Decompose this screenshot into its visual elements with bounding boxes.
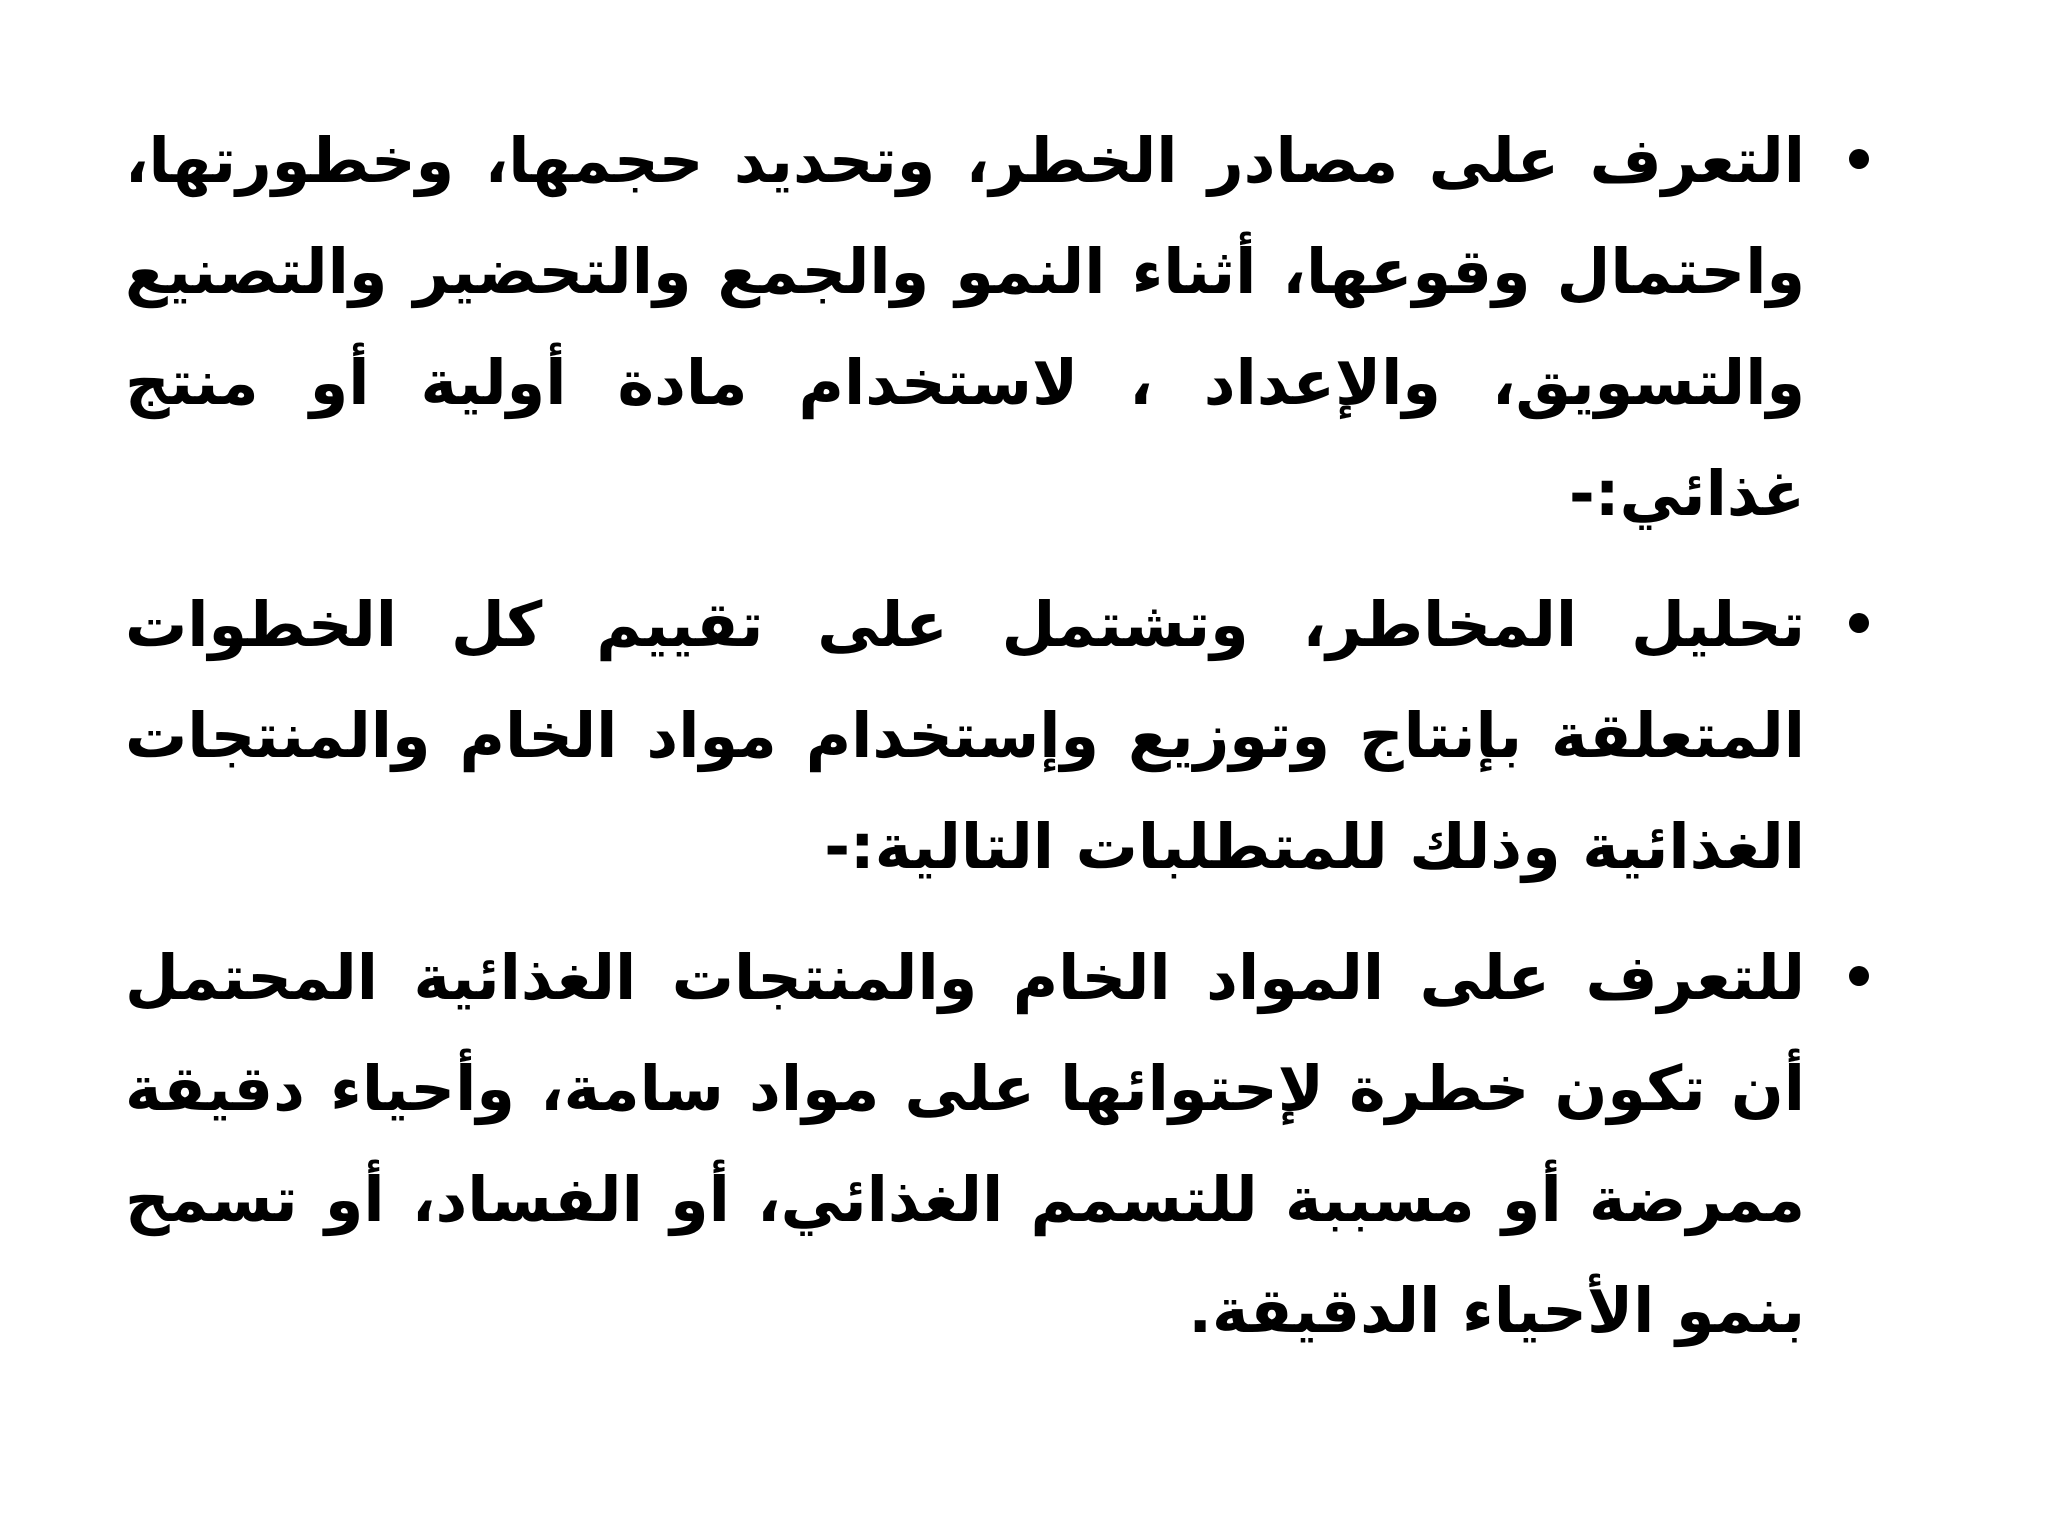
bullet-dot-icon bbox=[1849, 613, 1869, 633]
bullet-item-3 bbox=[125, 922, 1875, 1366]
bullet-text: التعرف على مصادر الخطر، وتحديد حجمها، وخطورتها، واحتمال وقوعها، أثناء النمو والجمع والتحضير والتصنيع والتسويق، والإعداد ، لاستخدام مادة أولية أو منتج غذائي:- bbox=[125, 124, 1805, 530]
bullet-list bbox=[125, 105, 1875, 1386]
bullet-text: للتعرف على المواد الخام والمنتجات الغذائية المحتمل أن تكون خطرة لإحتوائها على مواد سامة، وأحياء دقيقة ممرضة أو مسببة للتسمم الغذائي، أو الفساد، أو تسمح بنمو الأحياء الدقيقة. bbox=[125, 941, 1805, 1347]
bullet-dot-icon bbox=[1849, 149, 1869, 169]
bullet-dot-icon bbox=[1849, 966, 1869, 986]
bullet-item-1 bbox=[125, 105, 1875, 549]
bullet-text: تحليل المخاطر، وتشتمل على تقييم كل الخطوات المتعلقة بإنتاج وتوزيع وإستخدام مواد الخام والمنتجات الغذائية وذلك للمتطلبات التالية:- bbox=[125, 588, 1805, 883]
bullet-item-2 bbox=[125, 569, 1875, 902]
